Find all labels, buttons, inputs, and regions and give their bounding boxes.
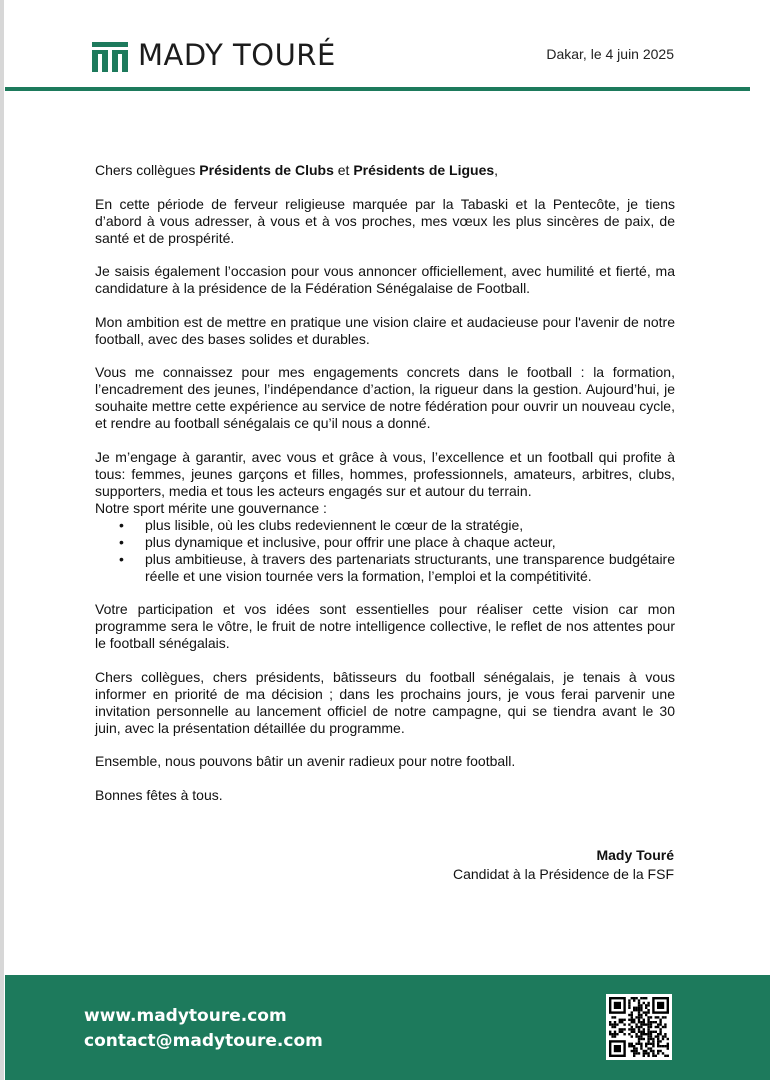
bullet-icon: • [119,550,124,567]
paragraph-wishes: En cette période de ferveur religieuse marquée par la Tabaski et la Pentecôte, je tiens d’abord à vous adresser, à vous et à vos proches, mes vœux les plus sincères de paix, de santé et de prospérité. [95,195,675,246]
paragraph-participation: Votre participation et vos idées sont essentielles pour réaliser cette vision car mon programme sera le vôtre, le fruit de notre intelligence collective, le reflet de nos attentes pour le football sénégalais. [95,601,675,651]
governance-list [95,517,675,585]
paragraph-commitment: Je m’engage à garantir, avec vous et grâce à vous, l’excellence et un football qui profite à tous: femmes, jeunes garçons et filles, hommes, professionnels, amateurs, arbitres, clubs, supporters, media et tous les acteurs engagés sur et autour du terrain. [95,448,675,499]
signature-title: Candidat à la Présidence de la FSF [452,866,674,882]
email-link[interactable]: contact@madytoure.com [84,1031,323,1051]
bullet-icon: • [119,516,124,533]
qr-code-graphic [609,997,669,1057]
greeting [95,162,675,179]
paragraph-closing: Ensemble, nous pouvons bâtir un avenir radieux pour notre football. [95,753,516,769]
greeting-recipients-leagues: Présidents de Ligues [353,162,495,178]
paragraph-ambition: Mon ambition est de mettre en pratique une vision claire et audacieuse pour l'avenir de notre football, avec des bases solides et durables. [95,313,675,347]
paragraph-experience: Vous me connaissez pour mes engagements concrets dans le football : la formation, l’encadrement des jeunes, l’indépendance d’action, la rigueur dans la gestion. Aujourd’hui, je souhaite mettre cette expérience au service de notre fédération pour ouvrir un nouveau cycle, et rendre au football sénégalais ce qu’il nous a donné. [95,364,675,431]
greeting-recipients-clubs: Présidents de Clubs [199,162,334,178]
qr-code-icon[interactable] [606,994,672,1060]
footer-band [5,975,770,1080]
letter-body [95,162,675,820]
paragraph-candidacy: Je saisis également l’occasion pour vous annoncer officiellement, avec humilité et fierté, ma candidature à la présidence de la Fédération Sénégalaise de Football. [95,263,675,296]
list-item [95,517,675,534]
brand-name: MADY TOURÉ [138,38,336,72]
list-item [95,551,675,585]
list-item-text: plus lisible, où les clubs redeviennent le cœur de la stratégie, [145,516,524,533]
paragraph-wishes-final: Bonnes fêtes à tous. [95,786,223,803]
website-link[interactable]: www.madytoure.com [84,1006,287,1026]
bullet-icon: • [119,533,124,550]
greeting-punctuation: , [494,162,499,178]
list-item-text: plus ambitieuse, à travers des partenariats structurants, une transparence budgétaire réelle et une vision tournée vers la formation, l’emploi et la compétitivité. [145,550,675,584]
list-item [95,534,675,551]
signature-block [453,846,674,884]
letterhead [92,38,682,78]
mt-monogram-icon [92,42,128,72]
paragraph-governance: Notre sport mérite une gouvernance : [95,499,327,516]
letter-date: Dakar, le 4 juin 2025 [546,46,674,62]
signature-name: Mady Touré [596,847,674,863]
header-divider [5,87,750,91]
list-item-text: plus dynamique et inclusive, pour offrir une place à chaque acteur, [145,533,556,550]
greeting-text: Chers collègues [95,162,200,178]
greeting-conjunction: et [333,162,354,178]
page-edge [0,0,4,1080]
paragraph-announcement: Chers collègues, chers présidents, bâtisseurs du football sénégalais, je tenais à vous informer en priorité de ma décision ; dans les prochains jours, je vous ferai parvenir une invitation personnelle au lancement officiel de notre campagne, qui se tiendra avant le 30 juin, avec la présentation détaillée du programme. [95,668,675,736]
